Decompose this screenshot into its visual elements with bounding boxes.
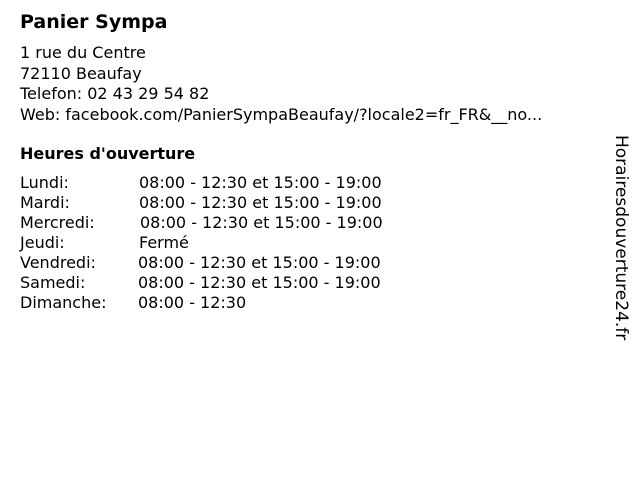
- day-label: Mercredi:: [20, 213, 95, 232]
- day-label: Mardi:: [20, 193, 70, 212]
- site-watermark: Horairesdouverture24.fr: [611, 135, 631, 341]
- day-label: Vendredi:: [20, 253, 96, 272]
- hours-heading: Heures d'ouverture: [20, 144, 196, 163]
- day-label: Dimanche:: [20, 293, 107, 312]
- time-value: 08:00 - 12:30 et 15:00 - 19:00: [138, 253, 381, 272]
- time-value: 08:00 - 12:30: [138, 293, 247, 312]
- city-postal: 72110 Beaufay: [20, 63, 142, 83]
- day-label: Lundi:: [20, 173, 69, 192]
- time-value: 08:00 - 12:30 et 15:00 - 19:00: [140, 213, 383, 232]
- business-name: Panier Sympa: [20, 11, 168, 33]
- phone-number: Telefon: 02 43 29 54 82: [20, 84, 210, 103]
- day-label: Samedi:: [20, 273, 86, 292]
- day-label: Jeudi:: [20, 233, 65, 252]
- time-value: Fermé: [139, 233, 189, 252]
- business-address: [20, 43, 542, 125]
- website-link[interactable]: Web: facebook.com/PanierSympaBeaufay/?locale2=fr_FR&__no...: [20, 104, 543, 124]
- time-value: 08:00 - 12:30 et 15:00 - 19:00: [138, 273, 381, 292]
- time-value: 08:00 - 12:30 et 15:00 - 19:00: [139, 173, 382, 192]
- street-address: 1 rue du Centre: [20, 43, 146, 62]
- time-value: 08:00 - 12:30 et 15:00 - 19:00: [139, 193, 382, 212]
